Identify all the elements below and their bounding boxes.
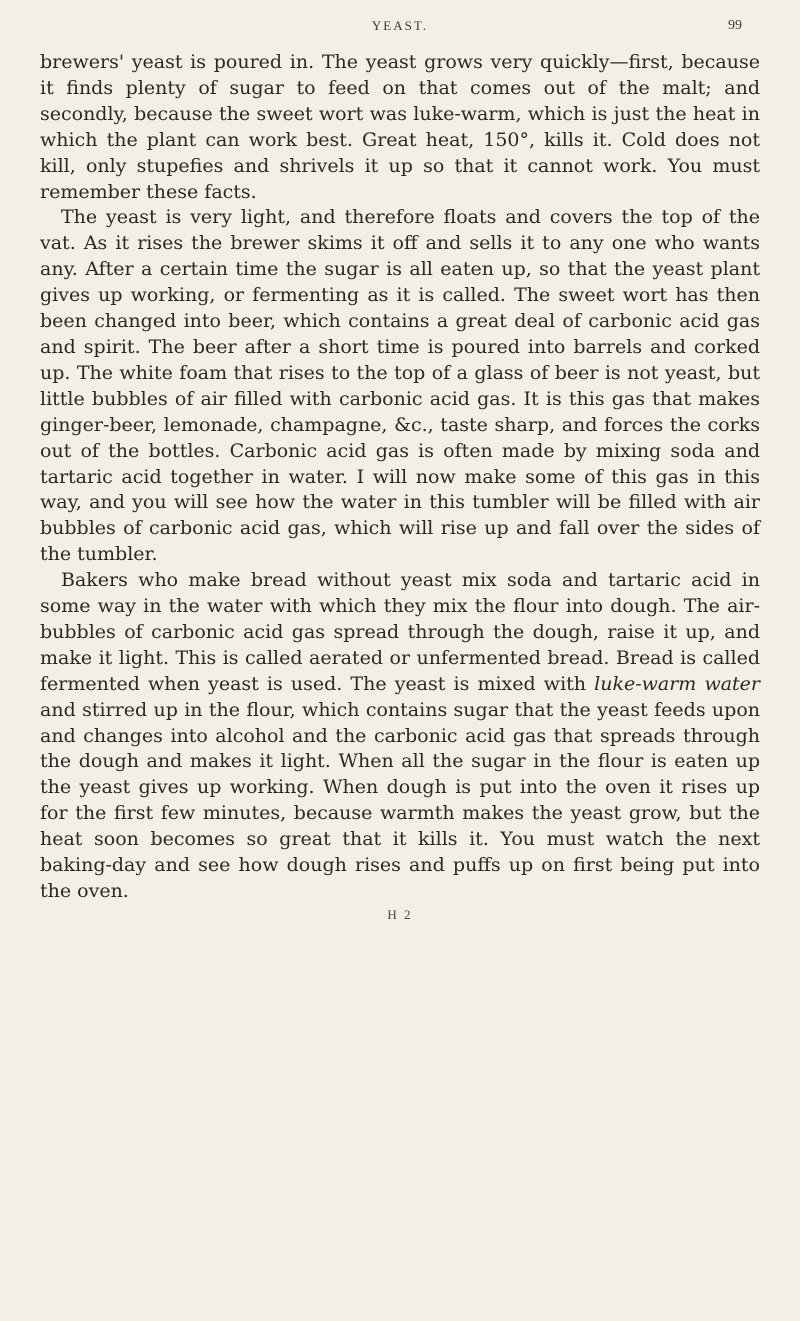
page-number: 99 <box>728 18 742 33</box>
paragraph-1: brewers' yeast is poured in. The yeast grows very quickly—first, because it finds plenty of sugar to feed on that comes out of the malt; and secondly, because the sweet wort was luke-warm, which is just the heat in which the plant can work best. Great heat, 150°, kills it. Cold does not kill, only stupefies and shrivels it up so that it cannot work. You must remember these facts. <box>40 51 760 203</box>
paragraph-3-part-1: Bakers who make bread without yeast mix soda and tartaric acid in some way in the water with which they mix the flour into dough. The air-bubbles of carbonic acid gas spread through the dough, raise it up, and make it light. This is called aerated or unfermented bread. Bread is called fermented when yeast is used. The yeast is mixed with <box>40 569 760 695</box>
running-head <box>40 18 760 44</box>
signature-mark: H 2 <box>387 906 413 922</box>
body-text <box>40 50 760 905</box>
paragraph-3-emphasis: luke-warm water <box>594 672 760 695</box>
paragraph-3 <box>40 568 760 905</box>
paragraph-3-part-2: and stirred up in the flour, which contains sugar that the yeast feeds upon and changes into alcohol and the carbonic acid gas that spreads through the dough and makes it light. When all the sugar in the flour is eaten up the yeast gives up working. When dough is put into the oven it rises up for the first few minutes, because warmth makes the yeast grow, but the heat soon becomes so great that it kills it. You must watch the next baking-day and see how dough rises and puffs up on first being put into the oven. <box>40 698 760 902</box>
paragraph-2: The yeast is very light, and therefore floats and covers the top of the vat. As it rises the brewer skims it off and sells it to any one who wants any. After a certain time the sugar is all eaten up, so that the yeast plant gives up working, or fermenting as it is called. The sweet wort has then been changed into beer, which contains a great deal of carbonic acid gas and spirit. The beer after a short time is poured into barrels and corked up. The white foam that rises to the top of a glass of beer is not yeast, but little bubbles of air filled with carbonic acid gas. It is this gas that makes ginger-beer, lemonade, champagne, &c., taste sharp, and forces the corks out of the bottles. Carbonic acid gas is often made by mixing soda and tartaric acid together in water. I will now make some of this gas in this way, and you will see how the water in this tumbler will be filled with air bubbles of carbonic acid gas, which will rise up and fall over the sides of the tumbler. <box>40 206 760 566</box>
running-title: YEAST. <box>371 18 429 33</box>
